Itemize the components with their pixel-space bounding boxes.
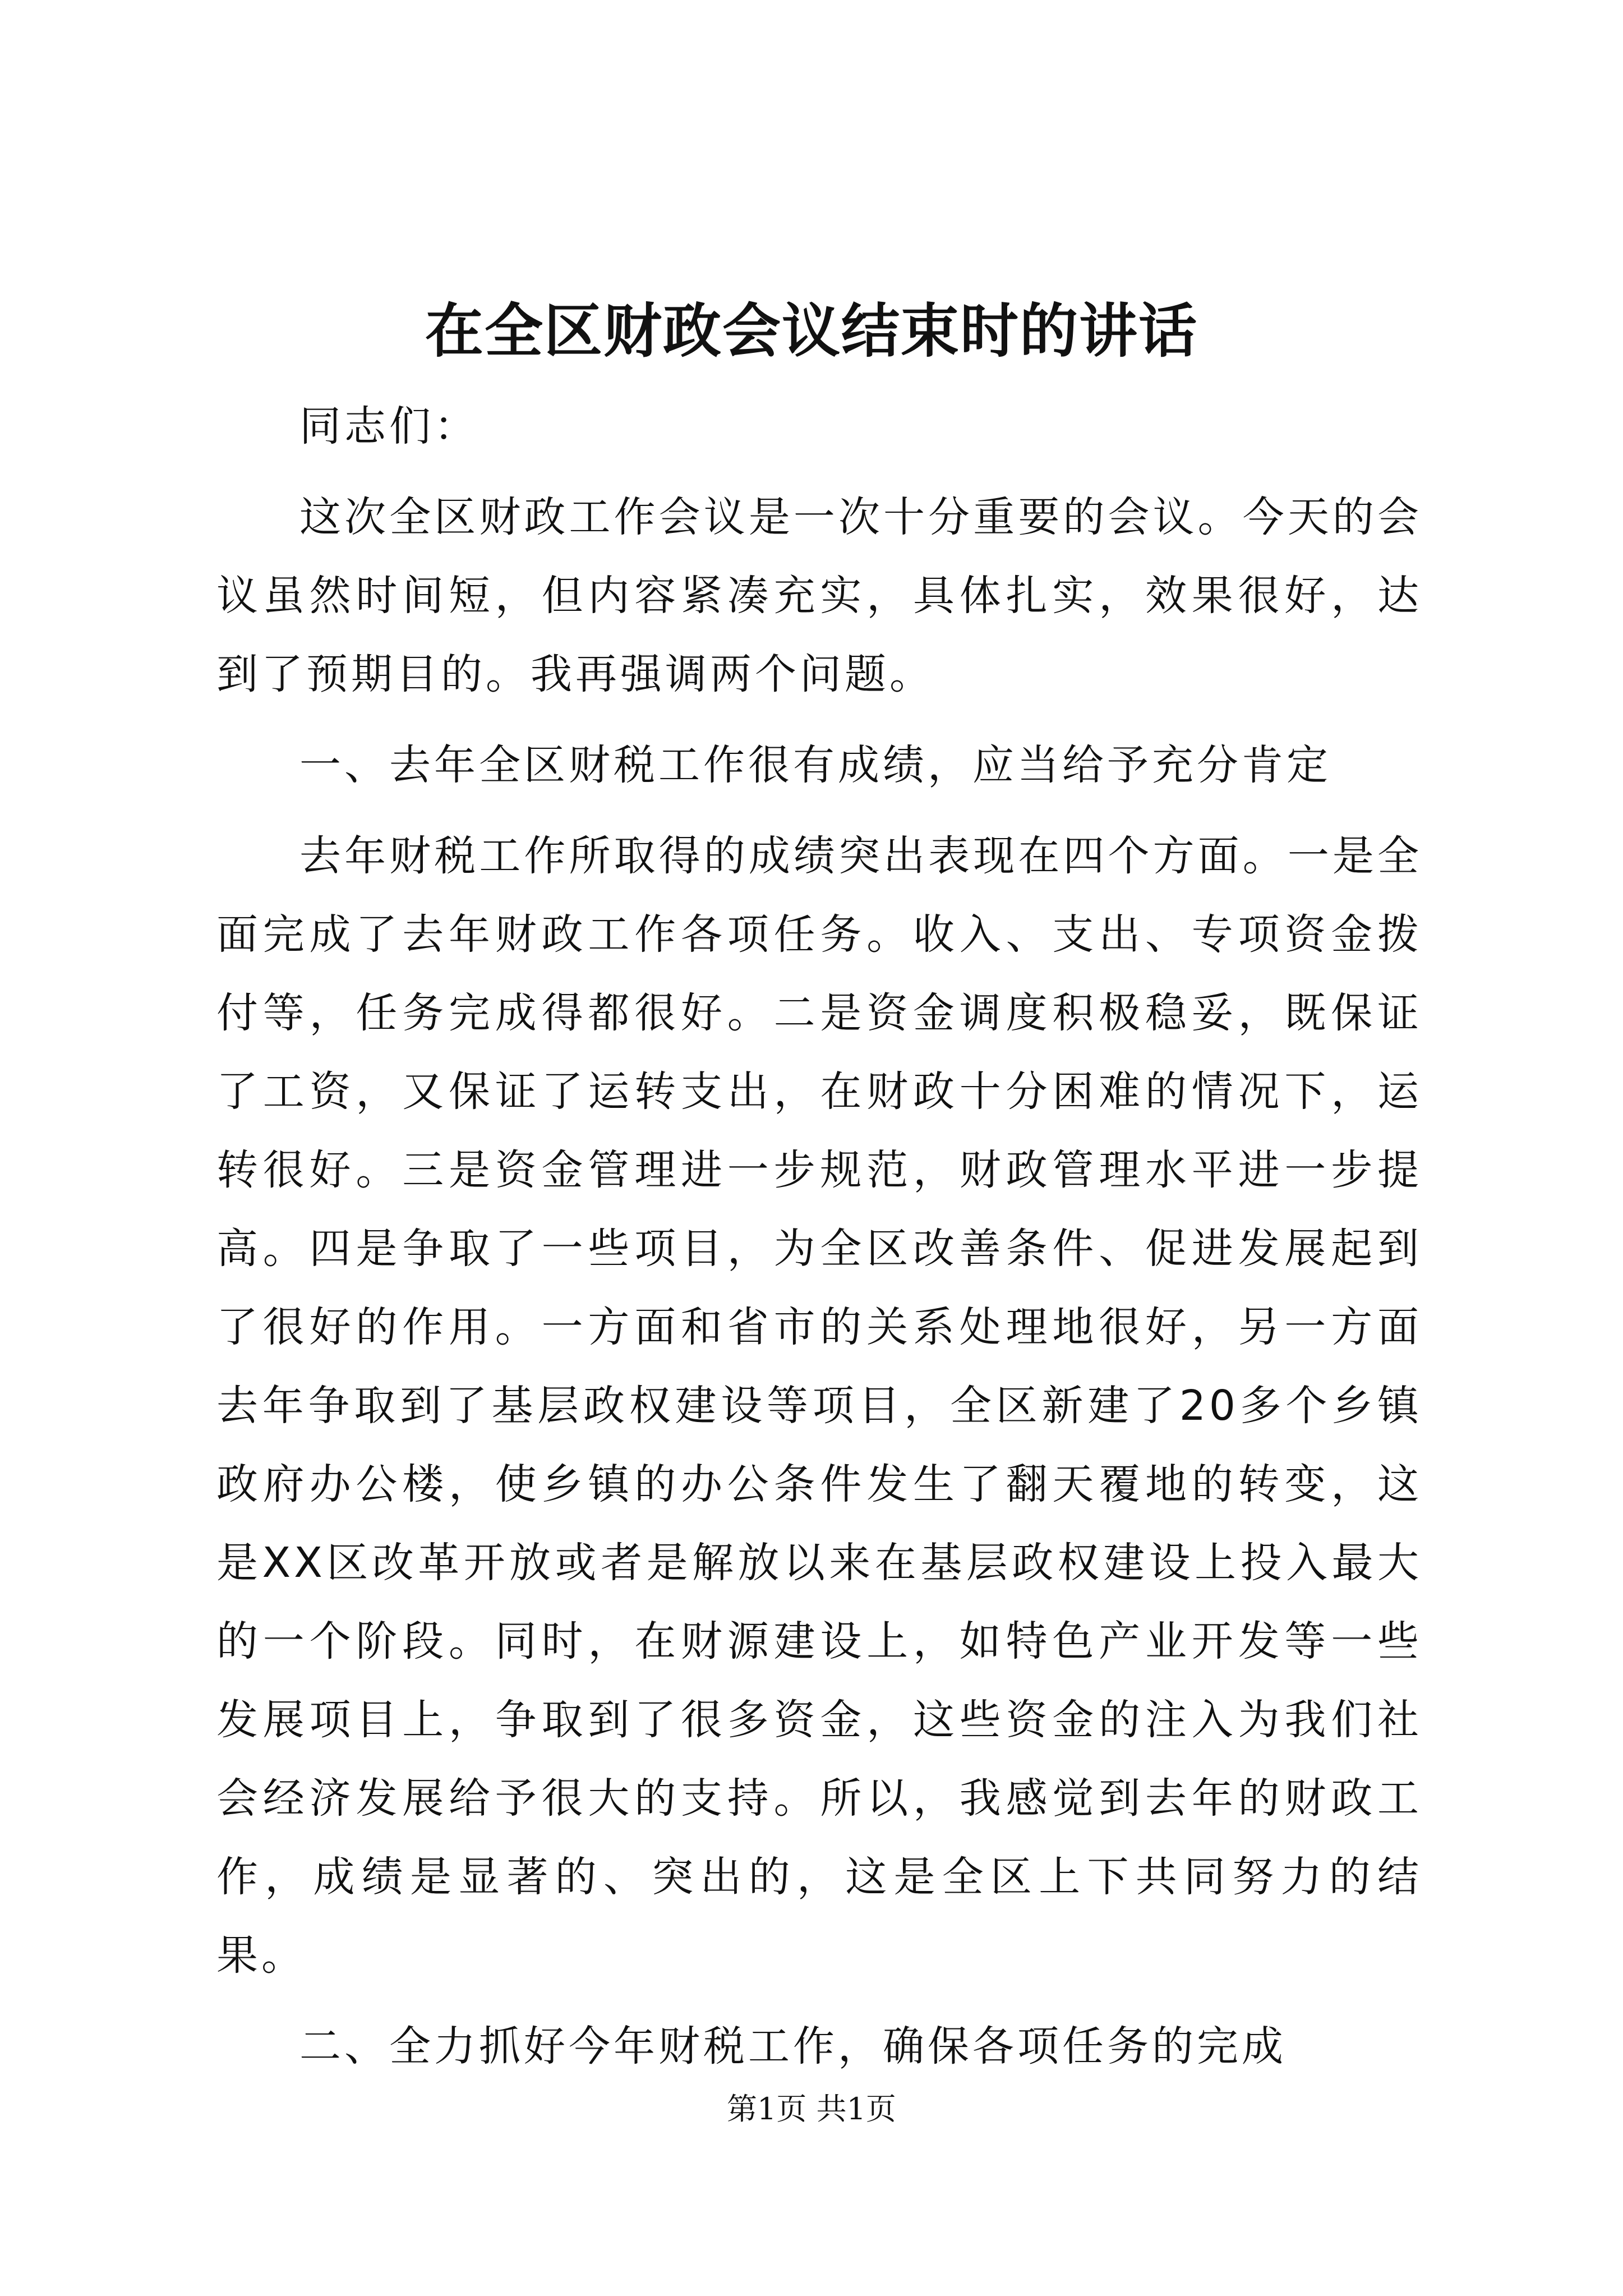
salutation-paragraph: 同志们： (299, 402, 479, 450)
section-1-paragraph: 去年财税工作所取得的成绩突出表现在四个方面。一是全面完成了去年财政工作各项任务。收入、支出、专项资金拨付等，任务完成得都很好。二是资金调度积极稳妥，既保证了工资，又保证了运转支出，在财政十分困难的情况下，运转很好。三是资金管理进一步规范，财政管理水平进一步提高。四是争取了一些项目，为全区改善条件、促进发展起到了很好的作用。一方面和省市的关系处理地很好，另一方面去年争取到了基层政权建设等项目，全区新建了20多个乡镇政府办公楼，使乡镇的办公条件发生了翻天覆地的转变，这是XX区改革开放或者是解放以来在基层政权建设上投入最大的一个阶段。同时，在财源建设上，如特色产业开发等一些发展项目上，争取到了很多资金，这些资金的注入为我们社会经济发展给予很大的支持。所以，我感觉到去年的财政工作，成绩是显著的、突出的，这是全区上下共同努力的结果。 (216, 832, 1422, 1980)
document-body (216, 387, 1422, 2086)
document-title: 在全区财政会议结束时的讲话 (425, 296, 1198, 365)
intro-paragraph: 这次全区财政工作会议是一次十分重要的会议。今天的会议虽然时间短，但内容紧凑充实，具体扎实，效果很好，达到了预期目的。我再强调两个问题。 (216, 493, 1422, 698)
section-heading-2: 二、全力抓好今年财税工作，确保各项任务的完成 (299, 2022, 1287, 2070)
page-footer: 第1页 共1页 (727, 2091, 896, 2127)
section-heading-1: 一、去年全区财税工作很有成绩，应当给予充分肯定 (299, 741, 1331, 789)
